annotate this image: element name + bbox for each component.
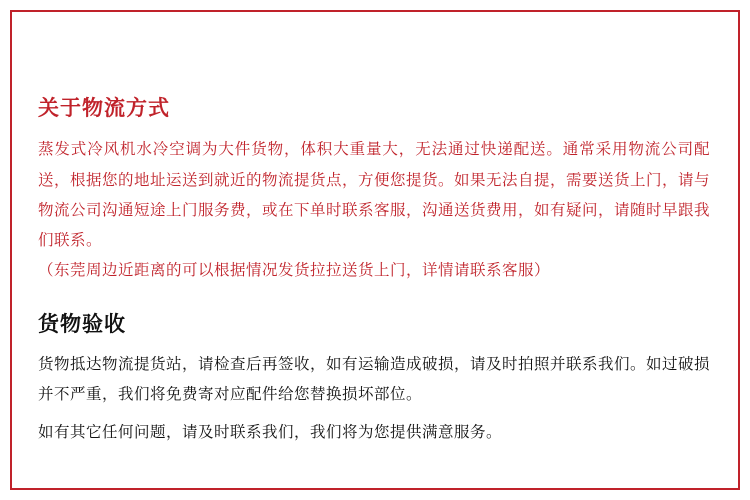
section-logistics-note: （东莞周边近距离的可以根据情况发货拉拉送货上门，详情请联系客服） (38, 261, 551, 280)
section-acceptance-title: 货物验收 (38, 312, 126, 337)
section-logistics (38, 95, 710, 285)
section-logistics-paragraph: 蒸发式冷风机水冷空调为大件货物，体积大重量大，无法通过快递配送。通常采用物流公司配送，根据您的地址运送到就近的物流提货点，方便您提货。如果无法自提，需要送货上门，请与物流公司沟通短途上门服务费，或在下单时联系客服，沟通送货费用，如有疑问，请随时早跟我们联系。 (38, 140, 711, 249)
section-acceptance-note: 如有其它任何问题，请及时联系我们，我们将为您提供满意服务。 (38, 423, 503, 442)
document-content (38, 95, 710, 447)
section-acceptance-paragraph: 货物抵达物流提货站，请检查后再签收，如有运输造成破损，请及时拍照并联系我们。如过破损并不严重，我们将免费寄对应配件给您替换损坏部位。 (38, 354, 711, 403)
section-acceptance (38, 311, 710, 447)
section-logistics-title: 关于物流方式 (38, 96, 170, 120)
